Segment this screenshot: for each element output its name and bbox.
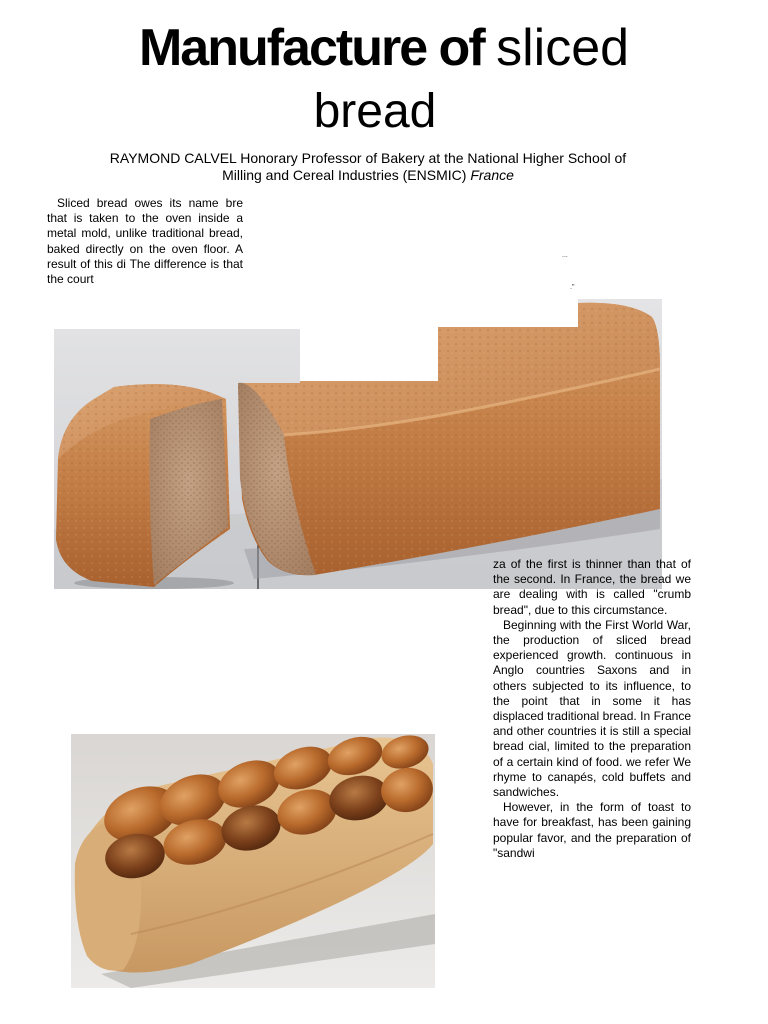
intro-column bbox=[47, 196, 243, 287]
title-line-2: bread bbox=[313, 85, 437, 138]
title-main: Manufacture of bbox=[138, 19, 484, 77]
author-byline bbox=[100, 150, 636, 184]
sliced-loaf-photo bbox=[54, 299, 662, 589]
right-paragraph-1: za of the first is thinner than that of the second. In France, the bread we are dealing with is called "crumb bread", due to this circumstance. bbox=[493, 557, 691, 617]
scan-artifact: ." bbox=[570, 284, 575, 291]
right-column bbox=[493, 557, 691, 861]
braided-loaf-photo bbox=[71, 734, 435, 988]
scan-artifact: ... bbox=[562, 252, 568, 259]
author-text: RAYMOND CALVEL Honorary Professor of Bakery at the National Higher School of Milling and Cereal Industries (ENSMIC) bbox=[109, 150, 627, 183]
author-country: France bbox=[470, 167, 514, 183]
title-end: sliced bbox=[496, 19, 630, 77]
intro-paragraph: Sliced bread owes its name bre that is taken to the oven inside a metal mold, unlike traditional bread, baked directly on the oven floor. A result of this di The difference is that the court bbox=[47, 196, 243, 287]
right-paragraph-2: Beginning with the First World War, the production of sliced bread experienced growth. continuous in Anglo countries Saxons and in others subjected to its influence, to the point that in some it has displaced traditional bread. In France and other countries it is still a special bread cial, limited to the preparation of a certain kind of food. we refer We rhyme to canapés, cold buffets and sandwiches. bbox=[493, 617, 691, 800]
right-paragraph-3: However, in the form of toast to have for breakfast, has been gaining popular favor, and the preparation of "sandwi bbox=[493, 800, 691, 860]
title-line-1 bbox=[0, 18, 768, 78]
